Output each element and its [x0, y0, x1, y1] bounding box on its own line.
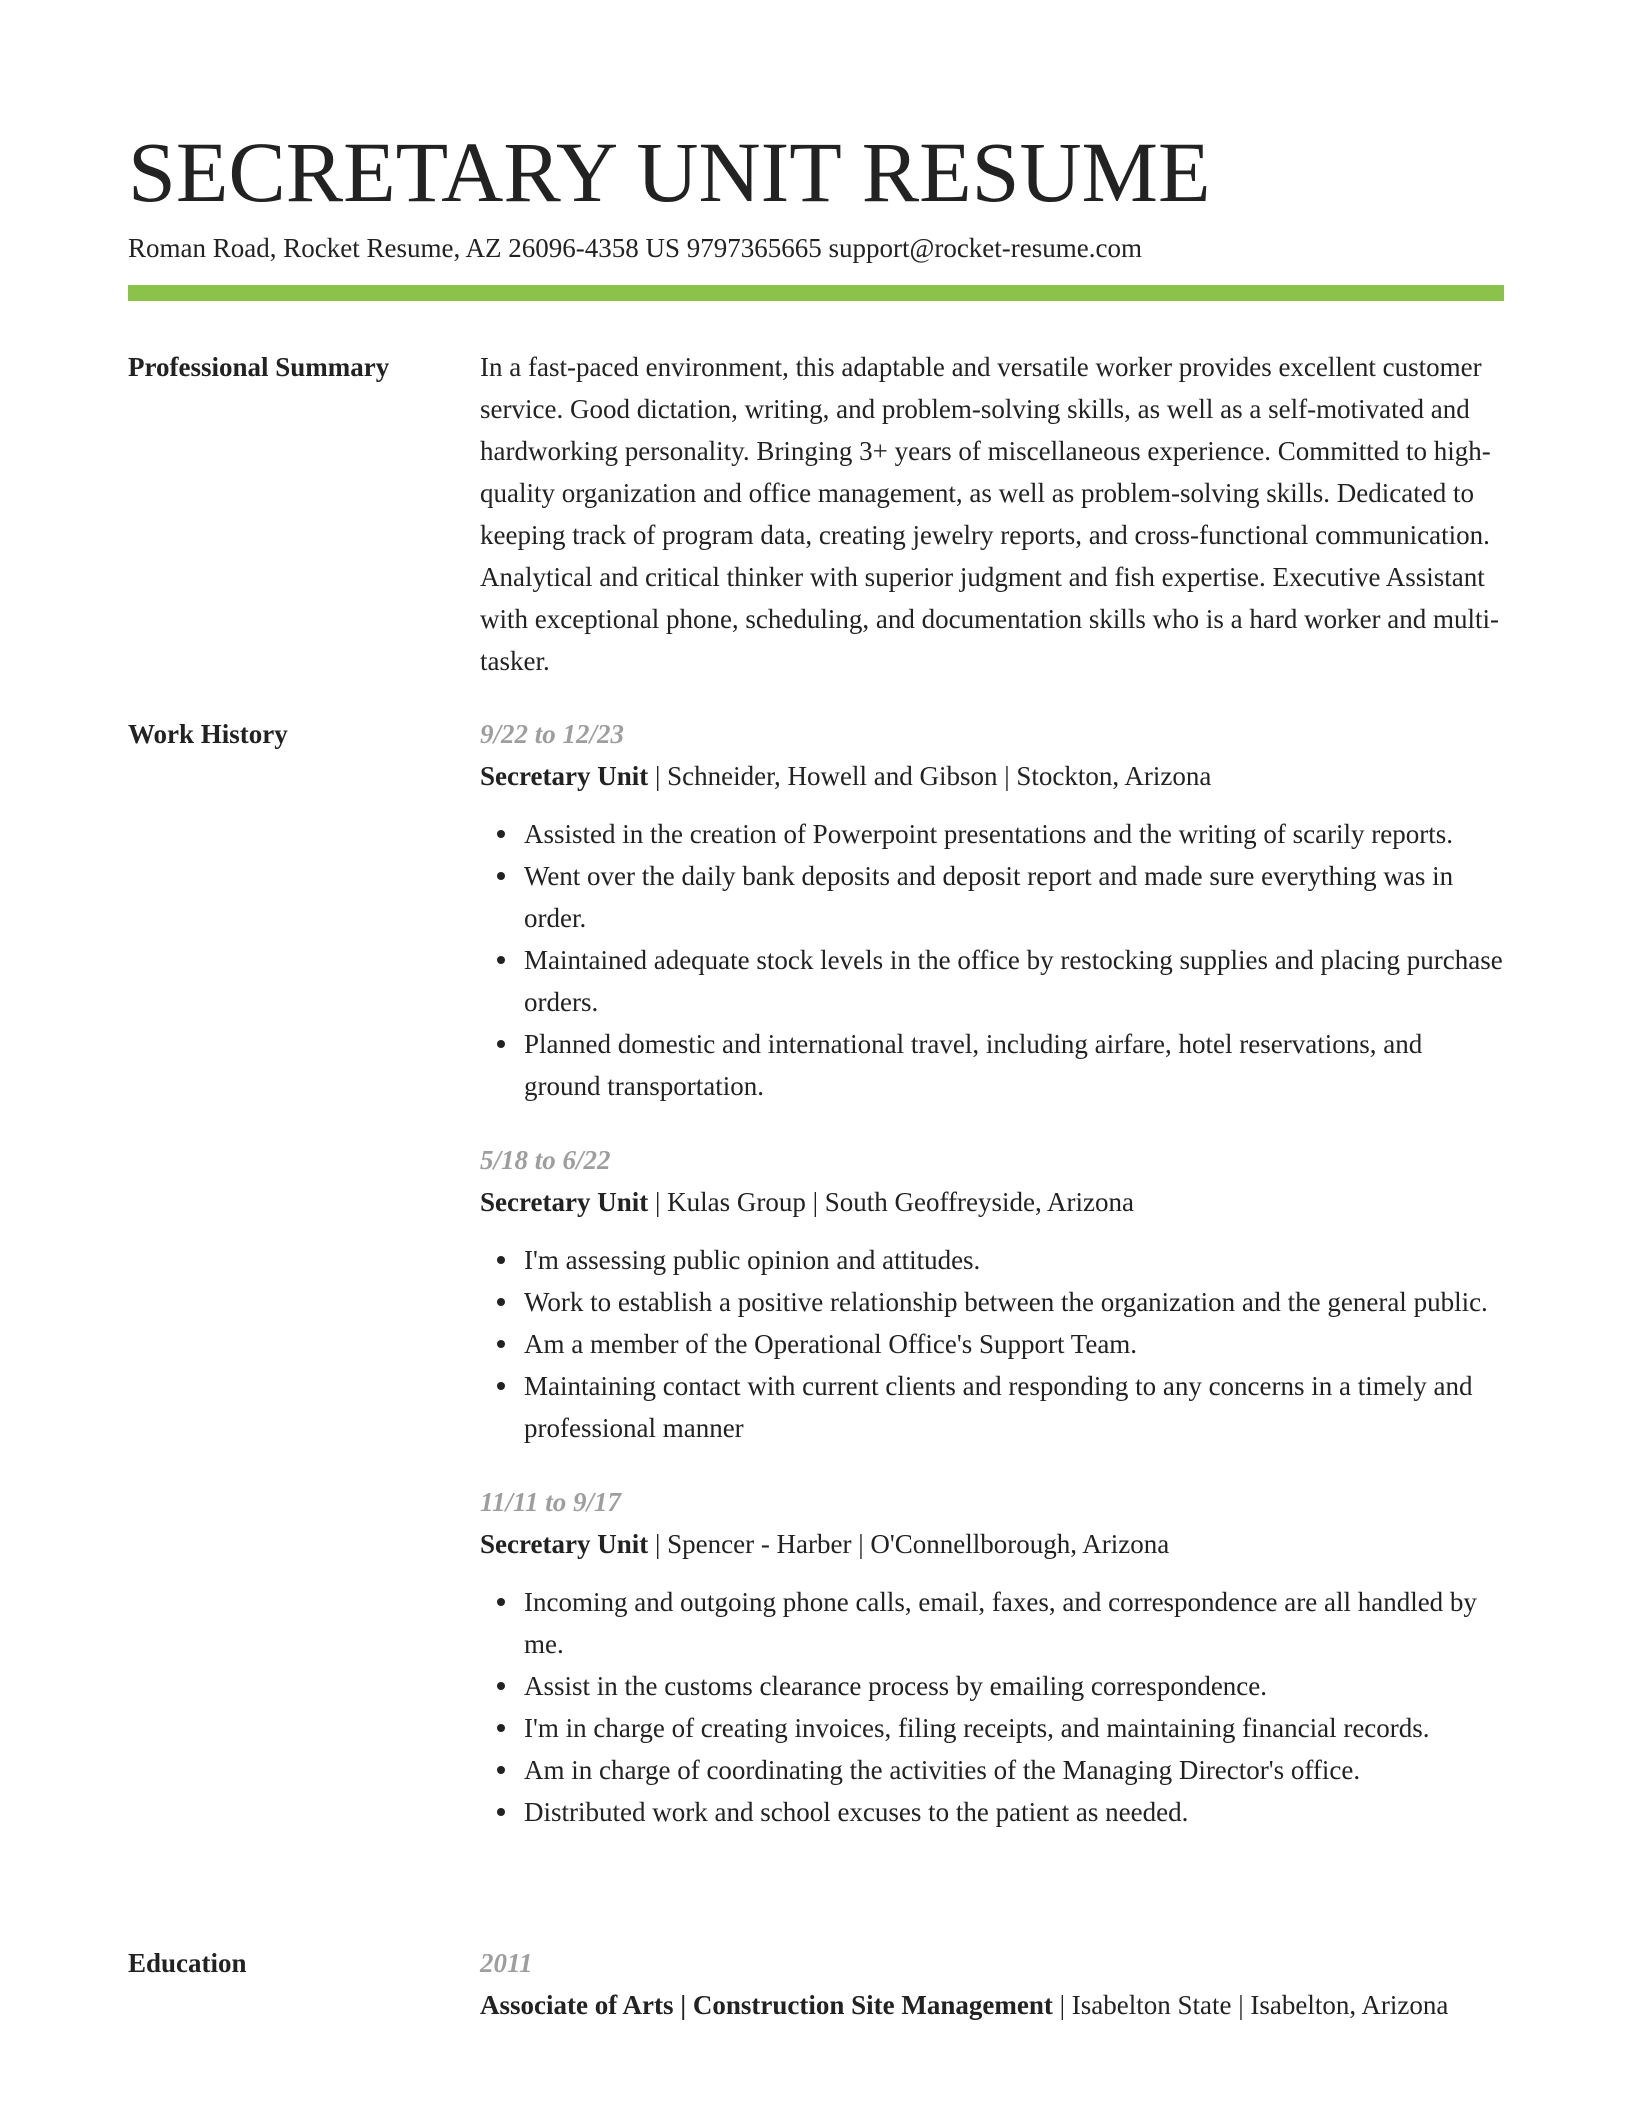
education-date: 2011 [480, 1948, 533, 1978]
work-history-body [480, 713, 1504, 1833]
job-title: Secretary Unit [480, 1529, 649, 1559]
bullet-item: Assisted in the creation of Powerpoint presentations and the writing of scarily reports. [524, 813, 1504, 855]
job-heading [480, 1523, 1504, 1565]
education-degree: Associate of Arts | Construction Site Management [480, 1990, 1053, 2020]
summary-text: In a fast-paced environment, this adaptable and versatile worker provides excellent customer service. Good dictation, writing, and problem-solving skills, as well as a self-motivated and hardworking personality. Bringing 3+ years of miscellaneous experience. Committed to high-quality organization and office management, as well as problem-solving skills. Dedicated to keeping track of program data, creating jewelry reports, and cross-functional communication. Analytical and critical thinker with superior judgment and fish expertise. Executive Assistant with exceptional phone, scheduling, and documentation skills who is a hard worker and multi-tasker. [480, 352, 1500, 676]
summary-label: Professional Summary [128, 352, 390, 382]
work-history-label: Work History [128, 719, 288, 749]
bullet-item: Maintaining contact with current clients and responding to any concerns in a timely and professional manner [524, 1365, 1504, 1449]
bullet-item: Am a member of the Operational Office's Support Team. [524, 1323, 1504, 1365]
job-details: | Kulas Group | South Geoffreyside, Arizona [648, 1187, 1134, 1217]
job-date: 11/11 to 9/17 [480, 1487, 622, 1517]
bullet-item: Planned domestic and international travel, including airfare, hotel reservations, and ground transportation. [524, 1023, 1504, 1107]
header-divider [128, 285, 1504, 301]
contact-line: Roman Road, Rocket Resume, AZ 26096-4358 US 9797365665 support@rocket-resume.com [128, 233, 1142, 263]
job-details: | Spencer - Harber | O'Connellborough, Arizona [648, 1529, 1170, 1559]
bullet-item: Distributed work and school excuses to the patient as needed. [524, 1791, 1504, 1833]
job-bullets [480, 1581, 1504, 1833]
job-entry [480, 713, 1504, 1107]
summary-body [480, 346, 1504, 682]
bullet-item: Am in charge of coordinating the activities of the Managing Director's office. [524, 1749, 1504, 1791]
job-date: 9/22 to 12/23 [480, 719, 625, 749]
bullet-item: Incoming and outgoing phone calls, email, faxes, and correspondence are all handled by me. [524, 1581, 1504, 1665]
job-bullets [480, 813, 1504, 1107]
resume-title: SECRETARY UNIT RESUME [128, 124, 1211, 220]
education-body [480, 1942, 1504, 2026]
job-heading [480, 1181, 1504, 1223]
bullet-item: Assist in the customs clearance process by emailing correspondence. [524, 1665, 1504, 1707]
job-title: Secretary Unit [480, 1187, 649, 1217]
bullet-item: Maintained adequate stock levels in the office by restocking supplies and placing purchase orders. [524, 939, 1504, 1023]
education-label: Education [128, 1948, 247, 1978]
bullet-item: I'm assessing public opinion and attitudes. [524, 1239, 1504, 1281]
bullet-item: Work to establish a positive relationship between the organization and the general public. [524, 1281, 1504, 1323]
job-heading [480, 755, 1504, 797]
job-entry [480, 1139, 1504, 1449]
job-entry [480, 1481, 1504, 1833]
job-date: 5/18 to 6/22 [480, 1145, 611, 1175]
education-heading [480, 1984, 1504, 2026]
job-title: Secretary Unit [480, 761, 649, 791]
bullet-item: Went over the daily bank deposits and deposit report and made sure everything was in order. [524, 855, 1504, 939]
education-details: | Isabelton State | Isabelton, Arizona [1052, 1990, 1449, 2020]
job-bullets [480, 1239, 1504, 1449]
job-details: | Schneider, Howell and Gibson | Stockton, Arizona [648, 761, 1212, 791]
bullet-item: I'm in charge of creating invoices, filing receipts, and maintaining financial records. [524, 1707, 1504, 1749]
